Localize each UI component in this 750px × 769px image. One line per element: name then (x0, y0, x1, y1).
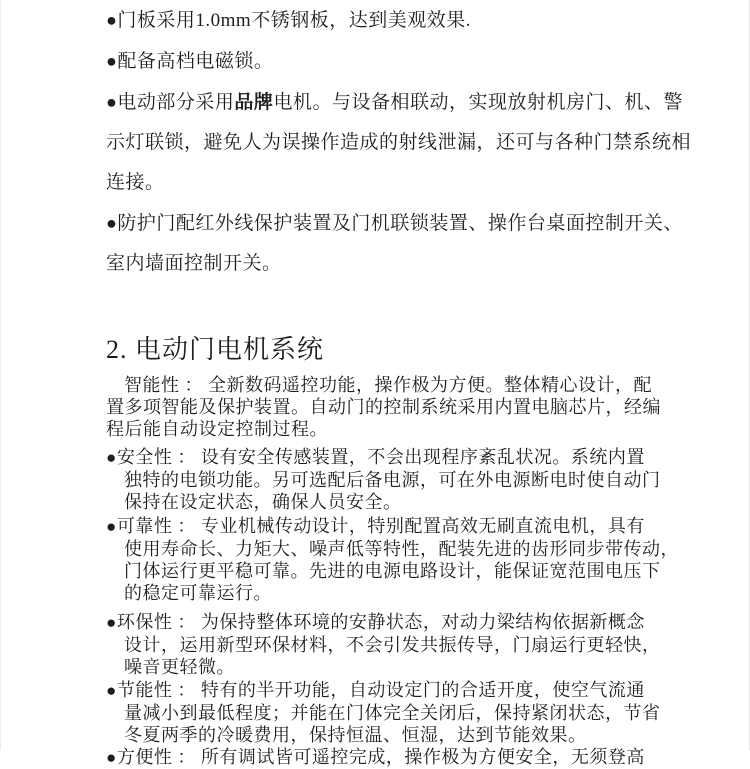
bullet-item-safety (106, 446, 706, 513)
feature-text: 防护门配红外线保护装置及门机联锁装置、操作台桌面控制开关、 (117, 213, 683, 234)
feature-text: 电机。与设备相联动，实现放射机房门、机、警 (273, 92, 683, 113)
feature-text: 示灯联锁，避免人为误操作造成的射线泄漏，还可与各种门禁系统相 (106, 132, 692, 153)
bullet-text: 方便性 ： 所有调试皆可遥控完成，操作极为方便安全，无须登高 (116, 747, 645, 767)
text-line: 独特的电锁功能。另可选配后备电源，可在外电源断电时使自动门 (124, 470, 661, 490)
feature-line-interlock-end (106, 163, 706, 203)
bullet-icon: ● (106, 748, 117, 767)
door-features-list (106, 0, 706, 284)
bullet-icon: ● (106, 51, 118, 71)
document-content (106, 0, 706, 769)
bullet-icon: ● (106, 681, 117, 700)
feature-text: 门板采用1.0mm不锈钢板，达到美观效果. (117, 10, 471, 31)
text-line: 门体运行更平稳可靠。先进的电源电路设计，能保证宽范围电压下 (124, 561, 661, 581)
feature-line-interlock-cont (106, 123, 706, 163)
bullet-text: 节能性 ： 特有的半开功能，自动设定门的合适开度，使空气流通 (116, 680, 645, 700)
bullet-item-energy-saving (106, 679, 706, 746)
text-line: 置多项智能及保护装置。自动门的控制系统采用内置电脑芯片，经编 (106, 397, 661, 417)
text-line: 量减小到最低程度；并能在门体完全关闭后，保持紧闭状态，节省 (124, 703, 661, 723)
text-line (106, 746, 706, 769)
text-line: 保持在设定状态，确保人员安全。 (124, 492, 402, 512)
feature-text-brand-bold: 品牌 (234, 92, 274, 113)
text-line (106, 446, 706, 469)
text-line: 程后能自动设定控制过程。 (106, 419, 328, 439)
text-line: 智能性 ： 全新数码遥控功能，操作极为方便。整体精心设计，配 (124, 375, 652, 395)
bullet-text: 环保性 ： 为保持整体环境的安静状态，对动力梁结构依据新概念 (116, 612, 645, 632)
section-heading-motor-system: 2. 电动门电机系统 (106, 335, 325, 364)
feature-line-magnetic-lock (106, 41, 706, 82)
bullet-item-convenience (106, 746, 706, 769)
bullet-icon: ● (106, 517, 117, 536)
text-line: 冬夏两季的冷暖费用，保持恒温、恒湿，达到节能效果。 (124, 725, 587, 745)
feature-line-wall-switch (106, 244, 706, 284)
feature-text: 电动部分采用 (117, 92, 235, 113)
bullet-icon: ● (106, 213, 118, 233)
feature-line-door-panel (106, 0, 706, 41)
text-line: 的稳定可靠运行。 (124, 583, 272, 603)
feature-text: 室内墙面控制开关。 (106, 253, 282, 274)
paragraph-intelligence (106, 374, 706, 440)
text-line: 噪音更轻微。 (124, 657, 235, 677)
bullet-icon: ● (106, 613, 117, 632)
text-line (106, 515, 706, 538)
bullet-icon: ● (106, 448, 117, 467)
bullet-icon: ● (106, 10, 118, 30)
feature-line-protection-switches (106, 203, 706, 244)
bullet-text: 安全性 ： 设有安全传感装置，不会出现程序紊乱状况。系统内置 (116, 447, 645, 467)
bullet-item-reliability (106, 515, 706, 604)
feature-text: 配备高档电磁锁。 (117, 51, 274, 72)
motor-system-section (106, 374, 706, 769)
bullet-text: 可靠性 ： 专业机械传动设计，特别配置高效无刷直流电机，具有 (116, 516, 645, 536)
text-line (106, 679, 706, 702)
text-line (106, 611, 706, 634)
bullet-icon: ● (106, 92, 118, 112)
text-line: 使用寿命长、力矩大、噪声低等特性，配装先进的齿形同步带传动， (124, 539, 679, 559)
bullet-item-environment (106, 611, 706, 678)
feature-text: 连接。 (106, 172, 165, 193)
feature-line-motor (106, 82, 706, 123)
text-line: 设计，运用新型环保材料，不会引发共振传导，门扇运行更轻快， (124, 635, 661, 655)
